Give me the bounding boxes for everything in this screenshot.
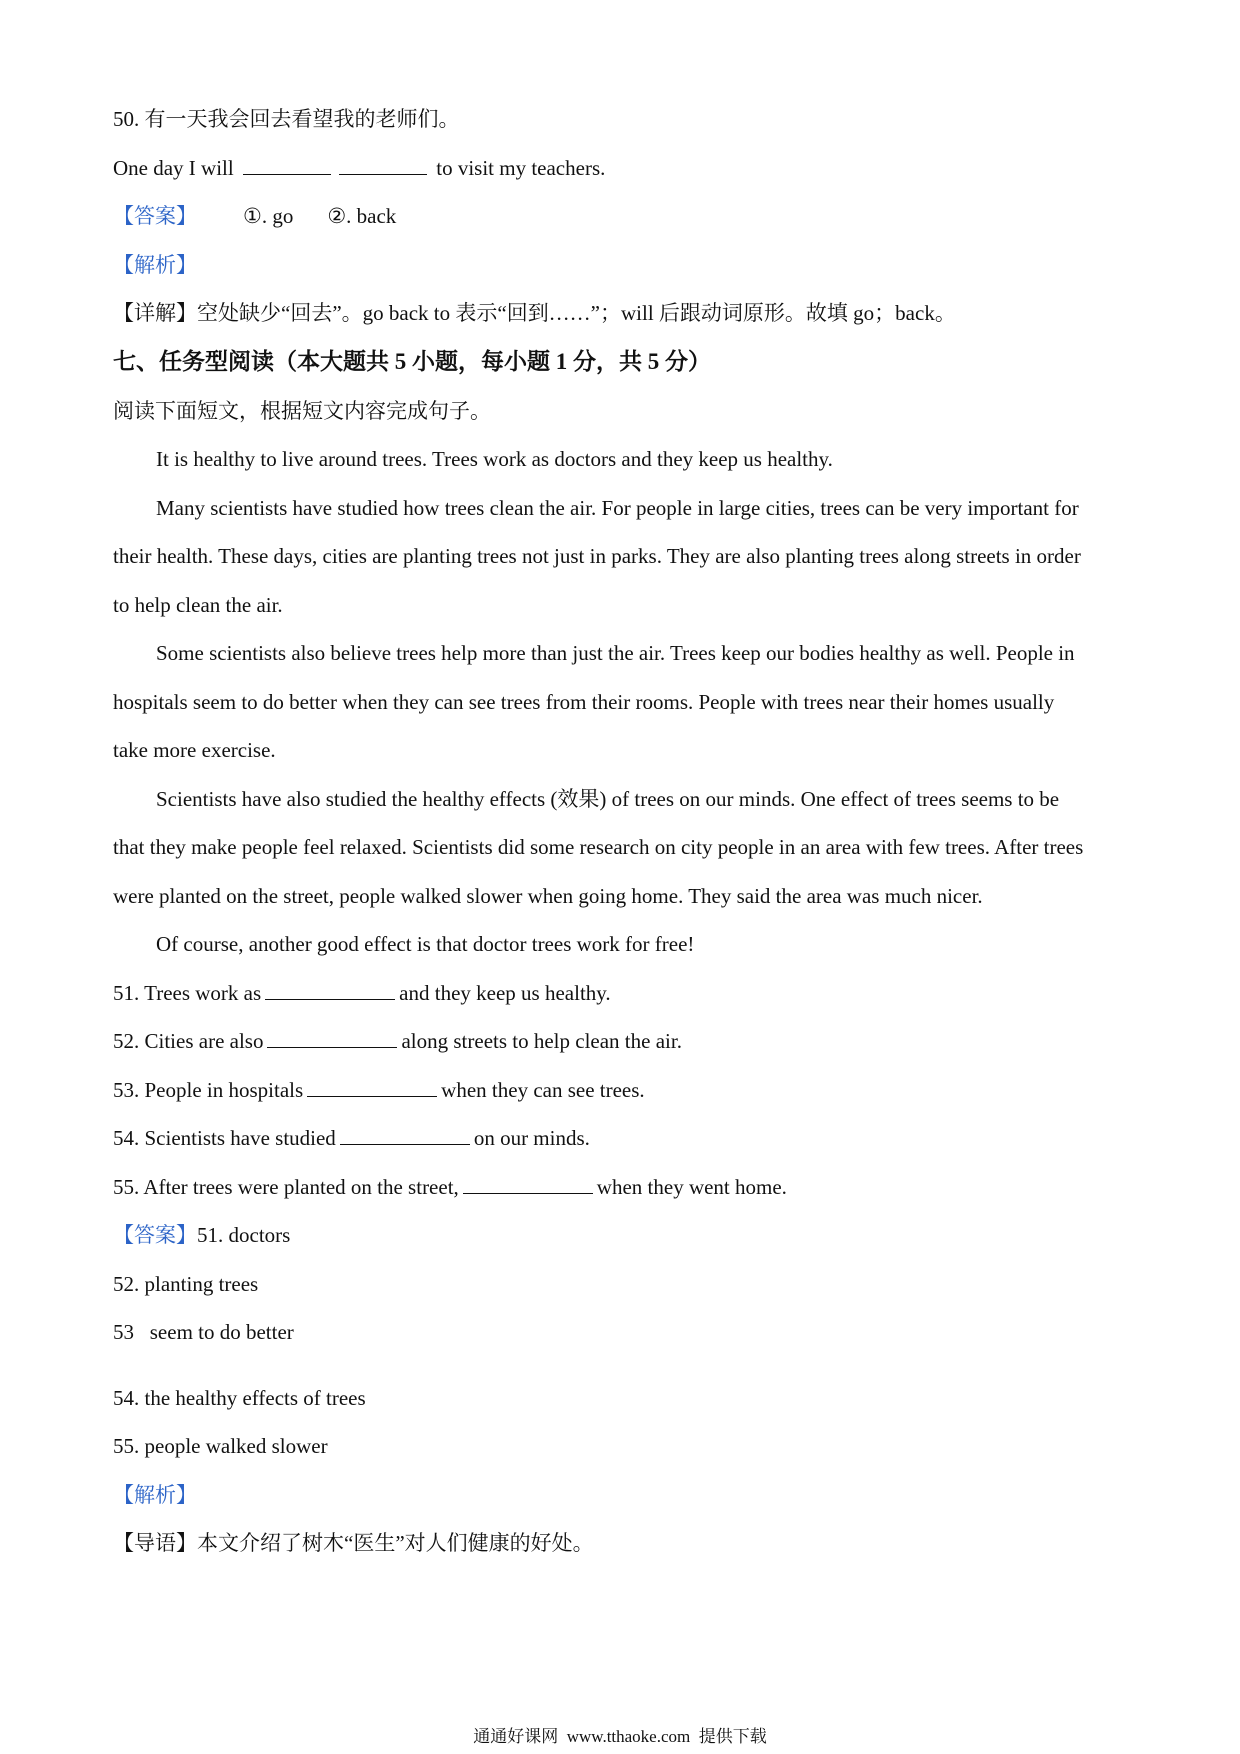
passage-line: Many scientists have studied how trees clean the air. For people in large cities, trees can be very important for <box>156 496 1079 520</box>
question-text: and they keep us healthy. <box>399 981 611 1005</box>
question-text: 51. Trees work as <box>113 981 262 1005</box>
answer-item: 54. the healthy effects of trees <box>113 1386 366 1410</box>
section-title: 七、任务型阅读（本大题共 5 小题，每小题 1 分，共 5 分） <box>113 349 711 374</box>
detail-text: 空处缺少“回去”。go back to 表示“回到……”；will 后跟动词原形。故填 go；back。 <box>197 301 956 325</box>
question-51 <box>113 979 611 1007</box>
answers-first <box>113 1221 290 1249</box>
answer-blank <box>267 1029 397 1048</box>
passage-line: their health. These days, cities are planting trees not just in parks. They are also planting trees along streets in order <box>113 544 1081 568</box>
passage-line: Of course, another good effect is that doctor trees work for free! <box>156 932 695 956</box>
passage-line: to help clean the air. <box>113 593 283 617</box>
passage-line: hospitals seem to do better when they can see trees from their rooms. People with trees near their homes usually <box>113 690 1055 714</box>
q50-answer <box>113 202 396 230</box>
question-text: 54. Scientists have studied <box>113 1126 336 1150</box>
q50-answer-2: ②. back <box>327 204 397 228</box>
question-text: on our minds. <box>473 1126 590 1150</box>
answer-item: 55. people walked slower <box>113 1434 328 1458</box>
guide-label: 【导语】 <box>113 1531 197 1555</box>
footer-source: 通通好课网 www.tthaoke.com 提供下载 <box>473 1727 767 1746</box>
passage-line: Scientists have also studied the healthy effects (效果) of trees on our minds. One effect of trees seems to be <box>156 787 1060 811</box>
guide-line <box>113 1529 594 1557</box>
question-text: when they went home. <box>596 1175 787 1199</box>
question-text: 52. Cities are also <box>113 1029 264 1053</box>
answer-item: 52. planting trees <box>113 1272 259 1296</box>
q50-sentence-start: One day I will <box>113 156 234 180</box>
answer-label: 【答案】 <box>113 204 197 228</box>
detail-label: 【详解】 <box>113 301 197 325</box>
answer-blank <box>463 1175 593 1194</box>
question-text: along streets to help clean the air. <box>401 1029 682 1053</box>
q50-title: 50. 有一天我会回去看望我的老师们。 <box>113 107 460 131</box>
passage-line: that they make people feel relaxed. Scientists did some research on city people in an area with few trees. After trees <box>113 835 1084 859</box>
question-54 <box>113 1124 590 1152</box>
q50-detail <box>113 299 956 327</box>
section-instruction: 阅读下面短文，根据短文内容完成句子。 <box>113 399 491 423</box>
analysis-label: 【解析】 <box>113 1483 197 1507</box>
q50-answer-1: ①. go <box>243 204 294 228</box>
passage-line: It is healthy to live around trees. Trees work as doctors and they keep us healthy. <box>156 447 833 471</box>
passage-line: take more exercise. <box>113 738 276 762</box>
q50-sentence <box>113 154 605 182</box>
answer-blank <box>265 981 395 1000</box>
answer-blank <box>340 1126 470 1145</box>
answer-item: 53 seem to do better <box>113 1320 294 1344</box>
answer-blank <box>243 156 331 175</box>
question-text: when they can see trees. <box>441 1078 645 1102</box>
answer-item: 51. doctors <box>197 1223 291 1247</box>
guide-text: 本文介绍了树木“医生”对人们健康的好处。 <box>197 1531 594 1555</box>
answer-blank <box>339 156 427 175</box>
question-53 <box>113 1076 645 1104</box>
answer-blank <box>307 1078 437 1097</box>
passage-line: were planted on the street, people walked slower when going home. They said the area was much nicer. <box>113 884 983 908</box>
question-55 <box>113 1173 787 1201</box>
analysis-label: 【解析】 <box>113 253 197 277</box>
question-text: 55. After trees were planted on the street, <box>113 1175 459 1199</box>
question-text: 53. People in hospitals <box>113 1078 304 1102</box>
question-52 <box>113 1027 682 1055</box>
answer-label: 【答案】 <box>113 1223 197 1247</box>
q50-sentence-end: to visit my teachers. <box>436 156 606 180</box>
passage-line: Some scientists also believe trees help more than just the air. Trees keep our bodies healthy as well. People in <box>156 641 1075 665</box>
